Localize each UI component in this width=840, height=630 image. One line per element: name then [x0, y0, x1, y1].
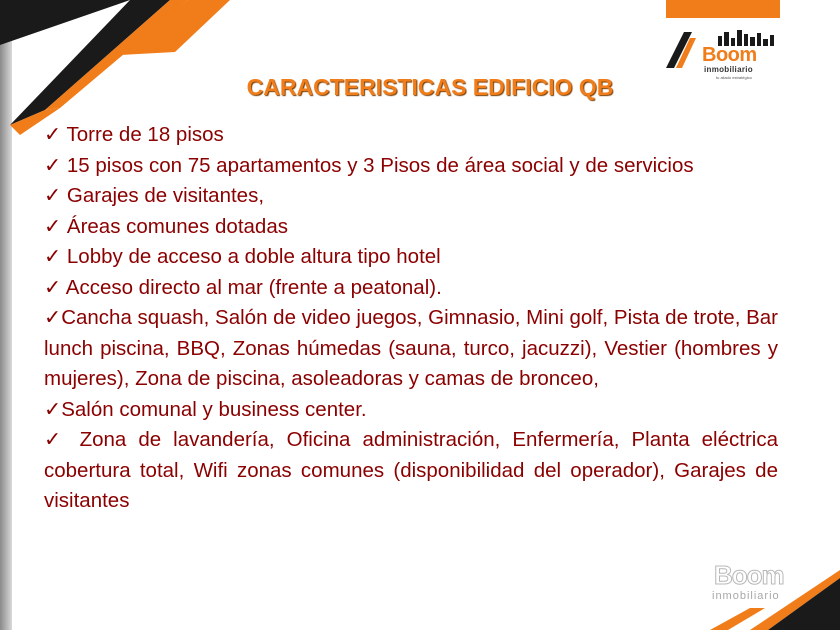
logo-subtitle: inmobiliario [712, 590, 780, 602]
check-icon: ✓ [44, 214, 62, 238]
boom-logo-bottom [708, 558, 818, 608]
check-icon: ✓ [44, 397, 62, 421]
list-item-text: Torre de 18 pisos [66, 123, 224, 146]
list-item-text: Garajes de visitantes, [66, 184, 265, 207]
list-item [44, 120, 778, 151]
list-item [44, 425, 778, 517]
list-item-text: Zona de lavandería, Oficina administración, Enfermería, Planta eléctrica cobertura total, Wifi zonas comunes (disponibilidad del operador), Garajes de visitantes [44, 428, 778, 512]
list-item [44, 273, 778, 304]
check-icon: ✓ [44, 306, 62, 329]
logo-brand: Boom [702, 44, 757, 66]
list-item [44, 303, 778, 395]
list-item-text: Cancha squash, Salón de video juegos, Gimnasio, Mini golf, Pista de trote, Bar lunch piscina, BBQ, Zonas húmedas (sauna, turco, jacuzzi), Vestier (hombres y mujeres), Zona de piscina, asoleadoras y camas de bronceo, [44, 306, 778, 390]
check-icon: ✓ [44, 275, 62, 299]
list-item [44, 395, 778, 426]
list-item-text: Acceso directo al mar (frente a peatonal). [65, 275, 442, 299]
list-item-text: Salón comunal y business center. [61, 397, 367, 421]
list-item-text: Áreas comunes dotadas [66, 214, 288, 238]
list-item [44, 181, 778, 212]
list-item-text: Lobby de acceso a doble altura tipo hotel [66, 245, 441, 268]
logo-tagline: tu aliado estratégico [716, 75, 752, 80]
slide-title: CARACTERISTICAS EDIFICIO QB [246, 74, 614, 100]
check-icon: ✓ [44, 428, 68, 451]
logo-subtitle: inmobiliario [704, 65, 753, 74]
check-icon: ✓ [44, 184, 62, 207]
list-item [44, 212, 778, 243]
check-icon: ✓ [44, 153, 62, 177]
list-item [44, 151, 778, 182]
list-item-text: 15 pisos con 75 apartamentos y 3 Pisos de área social y de servicios [66, 153, 694, 177]
check-icon: ✓ [44, 123, 62, 146]
logo-brand: Boom [714, 560, 784, 590]
features-list [44, 120, 778, 517]
list-item [44, 242, 778, 273]
check-icon: ✓ [44, 245, 62, 268]
